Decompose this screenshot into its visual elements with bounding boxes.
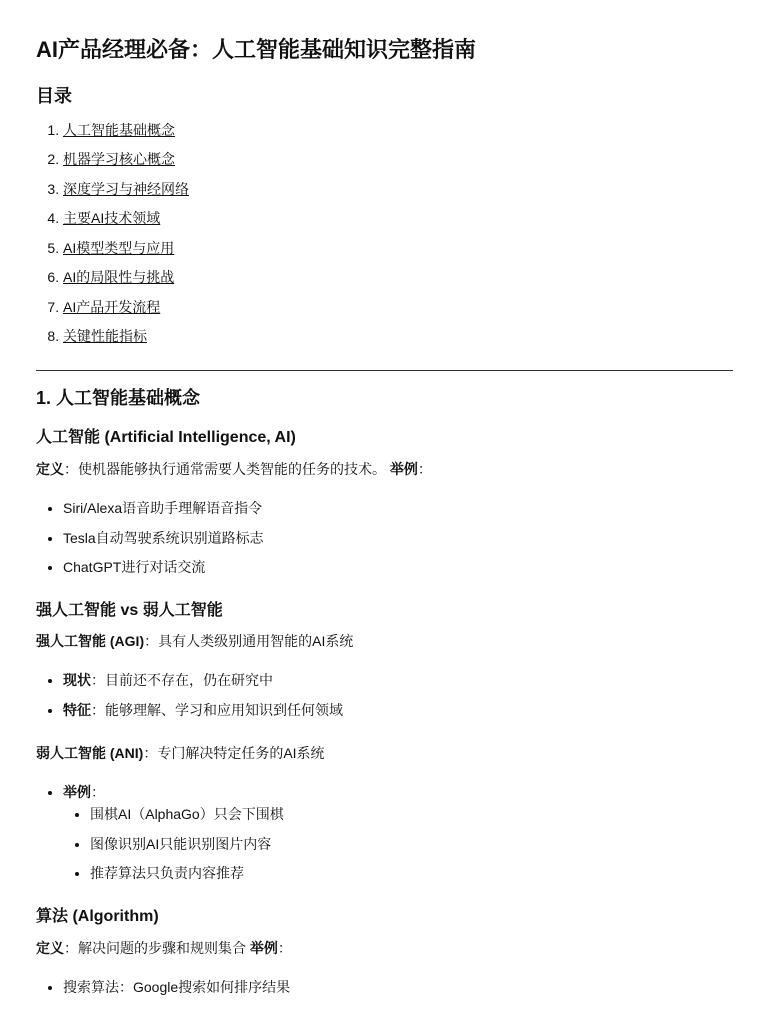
definition-text: ：解决问题的步骤和规则集合	[64, 939, 246, 956]
ai-heading: 人工智能 (Artificial Intelligence, AI)	[36, 429, 296, 447]
algorithm-definition	[36, 938, 732, 959]
algorithm-heading: 算法 (Algorithm)	[36, 907, 159, 925]
definition-label: 定义	[36, 939, 64, 956]
list-item: • ChatGPT进行对话交流	[63, 557, 732, 587]
ani-definition	[36, 743, 732, 764]
definition-label: 定义	[36, 461, 64, 478]
example-label: 举例	[63, 784, 91, 801]
divider	[36, 370, 733, 371]
section-1-title: 1. 人工智能基础概念	[36, 387, 201, 408]
ani-sub-examples	[63, 804, 732, 893]
toc-item	[63, 120, 732, 150]
example-colon: ：	[417, 461, 432, 478]
toc-item	[63, 208, 732, 238]
list-item: • Tesla自动驾驶系统识别道路标志	[63, 528, 732, 558]
list-item	[63, 670, 732, 700]
ani-text: ：专门解决特定任务的AI系统	[143, 745, 325, 762]
list-item: • Siri/Alexa语音助手理解语音指令	[63, 498, 732, 528]
ai-examples-list	[36, 498, 732, 587]
definition-text: ：使机器能够执行通常需要人类智能的任务的技术。	[64, 461, 386, 478]
agi-label: 强人工智能 (AGI)	[36, 633, 145, 650]
toc-item	[63, 267, 732, 297]
table-of-contents	[36, 120, 732, 356]
agi-definition	[36, 631, 732, 652]
list-item: • 搜索算法：Google搜索如何排序结果	[63, 977, 732, 1007]
list-item: • 图像识别AI只能识别图片内容	[90, 834, 732, 864]
example-colon: ：	[277, 939, 292, 956]
toc-link-3[interactable]: 深度学习与神经网络	[63, 180, 189, 197]
point-label: 现状	[63, 672, 91, 689]
toc-link-5[interactable]: AI模型类型与应用	[63, 239, 175, 256]
toc-item	[63, 238, 732, 268]
example-label: 举例	[249, 939, 278, 956]
toc-link-8[interactable]: 关键性能指标	[63, 328, 147, 345]
example-colon: ：	[91, 784, 105, 801]
toc-link-2[interactable]: 机器学习核心概念	[63, 151, 175, 168]
list-item	[63, 782, 732, 893]
toc-item	[63, 179, 732, 209]
point-text: ：目前还不存在，仍在研究中	[91, 672, 273, 689]
point-label: 特征	[63, 701, 91, 718]
agi-points-list	[36, 670, 732, 729]
ani-label: 弱人工智能 (ANI)	[36, 745, 144, 762]
ai-definition	[36, 459, 732, 480]
list-item: • 围棋AI（AlphaGo）只会下围棋	[90, 804, 732, 834]
point-text: ：能够理解、学习和应用知识到任何领域	[91, 701, 343, 718]
ani-examples-list	[36, 782, 732, 893]
example-label: 举例	[389, 461, 418, 478]
algorithm-examples-list	[36, 977, 732, 1007]
page-title: AI产品经理必备：人工智能基础知识完整指南	[36, 37, 477, 62]
agi-text: ：具有人类级别通用智能的AI系统	[144, 633, 354, 650]
list-item	[63, 700, 732, 730]
toc-link-1[interactable]: 人工智能基础概念	[63, 121, 175, 138]
toc-item	[63, 326, 732, 356]
toc-heading: 目录	[36, 85, 72, 106]
toc-link-6[interactable]: AI的局限性与挑战	[63, 269, 175, 286]
strong-weak-heading: 强人工智能 vs 弱人工智能	[36, 601, 223, 619]
toc-item	[63, 149, 732, 179]
list-item: • 推荐算法只负责内容推荐	[90, 863, 732, 893]
toc-link-7[interactable]: AI产品开发流程	[63, 298, 161, 315]
toc-item	[63, 297, 732, 327]
toc-link-4[interactable]: 主要AI技术领域	[63, 210, 161, 227]
